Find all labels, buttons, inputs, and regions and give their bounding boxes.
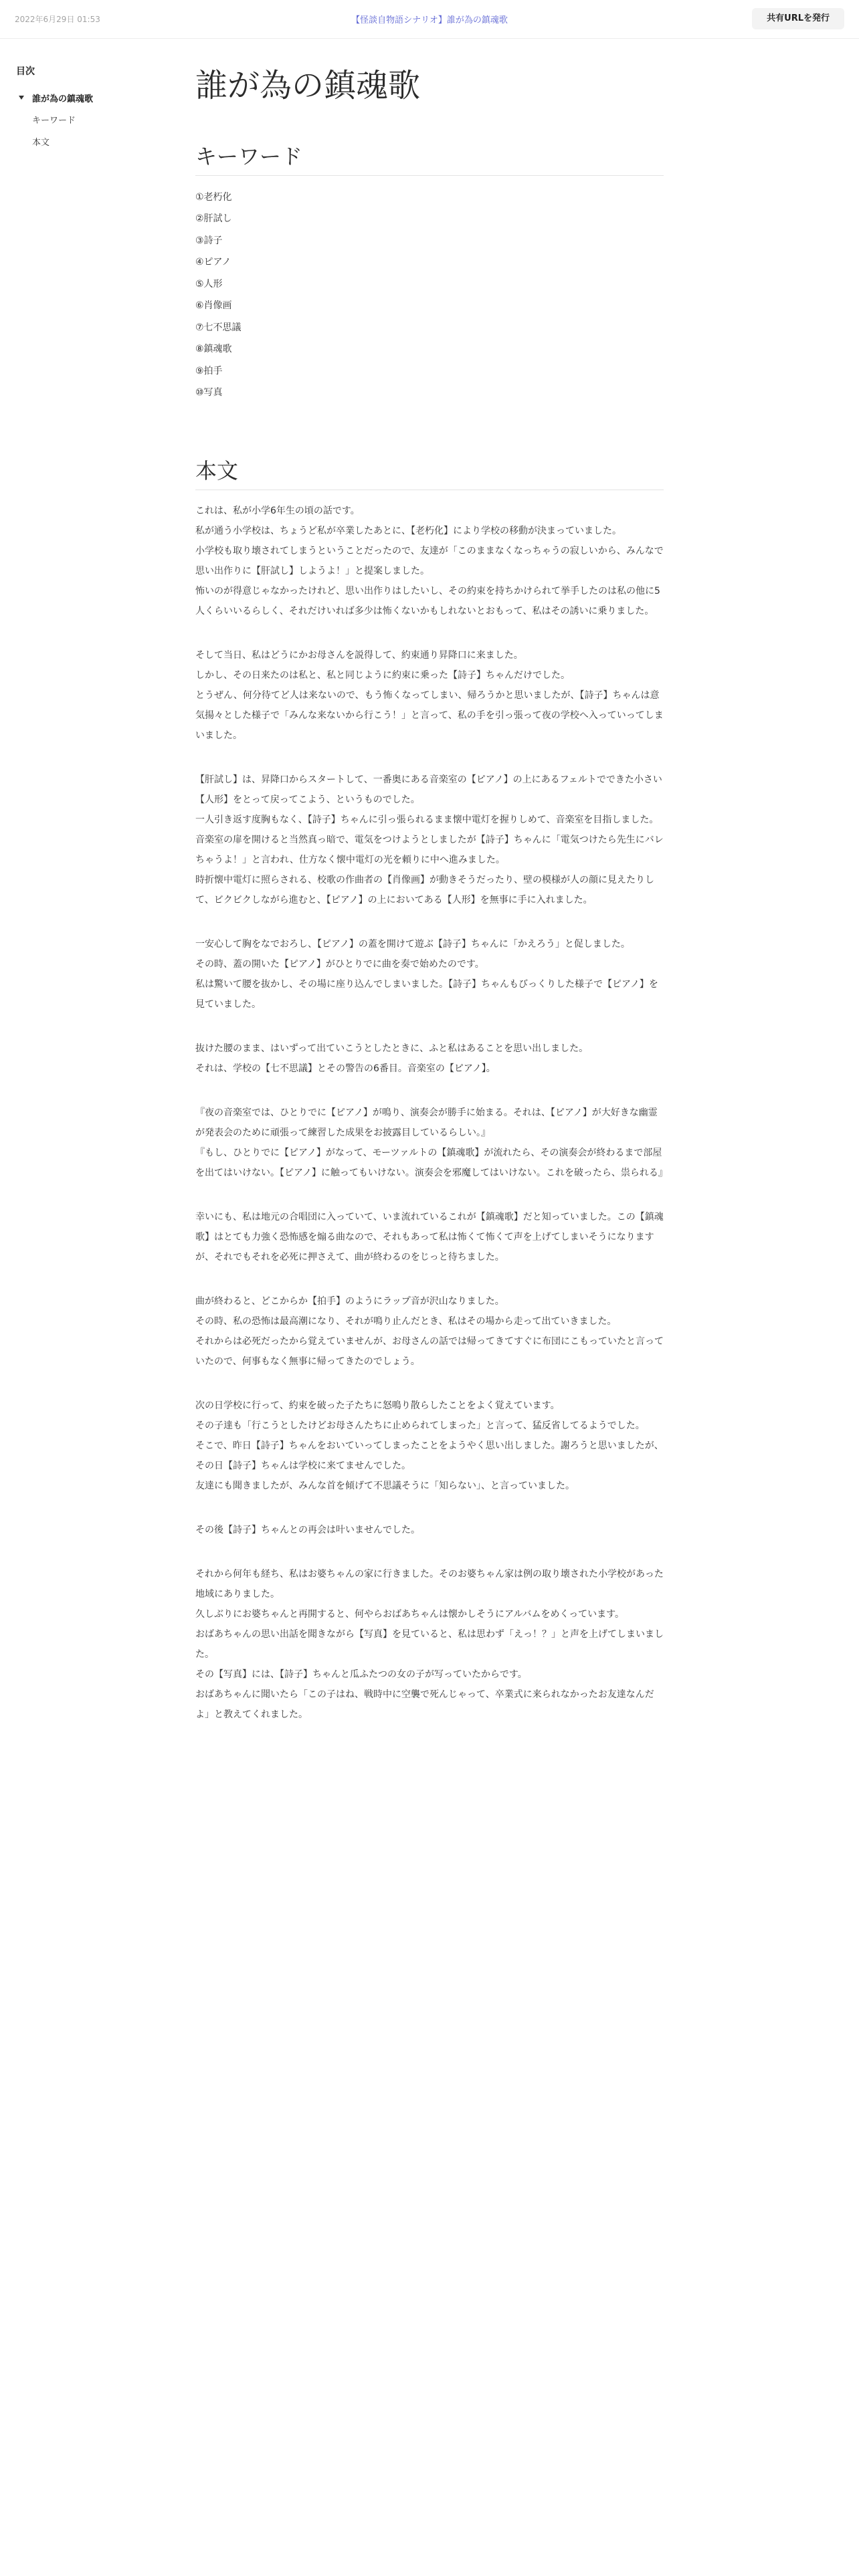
- toc-item-keywords[interactable]: キーワード: [32, 116, 76, 126]
- body-paragraph: 久しぶりにお婆ちゃんと再開すると、何やらおばあちゃんは懐かしそうにアルバムをめくっています。: [195, 1608, 625, 1620]
- body-paragraph: 次の日学校に行って、約束を破った子たちに怒鳴り散らしたことをよく覚えています。: [195, 1400, 560, 1411]
- body-paragraph: 『夜の音楽室では、ひとりでに【ピアノ】が鳴り、演奏会が勝手に始まる。それは、【ピアノ】が大好きな幽霊が発表会のために頑張って練習した成果をお披露目しているらしい。』: [195, 1107, 658, 1138]
- body-paragraph: しかし、その日来たのは私と、私と同じように約束に乗った【詩子】ちゃんだけでした。: [195, 669, 570, 681]
- table-of-contents: [16, 64, 163, 148]
- body-paragraph: その時、蓋の開いた【ピアノ】がひとりでに曲を奏で始めたのです。: [195, 958, 484, 970]
- body-paragraph: 私が通う小学校は、ちょうど私が卒業したあとに、【老朽化】により学校の移動が決まっていました。: [195, 525, 622, 536]
- keyword-item: ⑨拍手: [195, 365, 223, 377]
- paragraph-spacer: [195, 1496, 664, 1520]
- keyword-item: ②肝試し: [195, 213, 232, 225]
- body-paragraph: 幸いにも、私は地元の合唱団に入っていて、いま流れているこれが【鎮魂歌】だと知っていました。この【鎮魂歌】はとても力強く恐怖感を煽る曲なので、それもあって私は怖くて怖くて声を上げてしまいそうになりますが、それでもそれを必死に押さえて、曲が終わるのをじっと待ちました。: [195, 1211, 664, 1263]
- body-paragraph: 一安心して胸をなでおろし、【ピアノ】の蓋を開けて遊ぶ【詩子】ちゃんに「かえろう」と促しました。: [195, 938, 630, 950]
- keywords-section: [195, 143, 664, 404]
- body-paragraph: 曲が終わると、どこからか【拍手】のようにラップ音が沢山なりました。: [195, 1295, 504, 1307]
- body-paragraph: 一人引き返す度胸もなく、【詩子】ちゃんに引っ張られるまま懐中電灯を握りしめて、音楽室を目指しました。: [195, 814, 659, 825]
- paragraph-spacer: [195, 621, 664, 645]
- keyword-item: ④ピアノ: [195, 257, 231, 268]
- body-paragraph: 音楽室の扉を開けると当然真っ暗で、電気をつけようとしましたが【詩子】ちゃんに「電気つけたら先生にバレちゃうよ！」と言われ、仕方なく懐中電灯の光を頼りに中へ進みました。: [195, 834, 664, 865]
- paragraph-spacer: [195, 1372, 664, 1396]
- caret-down-icon[interactable]: [19, 96, 24, 100]
- body-paragraph: 小学校も取り壊されてしまうということだったので、友達が「このままなくなっちゃうの寂しいから、みんなで思い出作りに【肝試し】しようよ！」と提案しました。: [195, 545, 664, 576]
- toc-item-main-label: 誰が為の鎮魂歌: [32, 94, 94, 104]
- body-paragraph: そこで、昨日【詩子】ちゃんをおいていってしまったことをようやく思い出しました。謝ろうと思いましたが、その日【詩子】ちゃんは学校に来てませんでした。: [195, 1440, 664, 1471]
- keyword-item: ⑤人形: [195, 278, 223, 290]
- body-paragraph: 怖いのが得意じゃなかったけれど、思い出作りはしたいし、その約束を持ちかけられて挙手したのは私の他に5人くらいいるらしく、それだけいれば多少は怖くないかもしれないとおもって、私はその誘いに乗りました。: [195, 585, 660, 617]
- body-paragraph: 時折懐中電灯に照らされる、校歌の作曲者の【肖像画】が動きそうだったり、壁の模様が人の顔に見えたりして、ビクビクしながら進むと、【ピアノ】の上においてある【人形】を無事に手に入れました。: [195, 874, 654, 905]
- top-header: [0, 0, 859, 39]
- paragraph-spacer: [195, 1079, 664, 1103]
- body-paragraph: それからは必死だったから覚えていませんが、お母さんの話では帰ってきてすぐに布団にこもっていたと言っていたので、何事もなく無事に帰ってきたのでしょう。: [195, 1335, 664, 1367]
- keyword-item: ⑧鎮魂歌: [195, 344, 232, 355]
- paragraph-spacer: [195, 1014, 664, 1039]
- paragraph-spacer: [195, 1267, 664, 1291]
- toc-item-main[interactable]: [16, 91, 163, 104]
- body-section: [195, 457, 668, 1725]
- page-title: 誰が為の鎮魂歌: [195, 67, 421, 104]
- body-paragraph: 友達にも聞きましたが、みんな首を傾げて不思議そうに「知らない」、と言っていました。: [195, 1480, 575, 1491]
- paragraph-spacer: [195, 1540, 664, 1564]
- body-paragraph: これは、私が小学6年生の頃の話です。: [195, 505, 360, 516]
- toc-title: 目次: [16, 66, 35, 77]
- body-paragraph: おばあちゃんに聞いたら「この子はね、戦時中に空襲で死んじゃって、卒業式に来られなかったお友達なんだよ」と教えてくれました。: [195, 1689, 654, 1720]
- document-title-link[interactable]: 【怪談自物語シナリオ】誰が為の鎮魂歌: [351, 15, 508, 25]
- body-paragraph: それから何年も経ち、私はお婆ちゃんの家に行きました。そのお婆ちゃん家は例の取り壊された小学校があった地域にありました。: [195, 1568, 664, 1600]
- keyword-item: ⑦七不思議: [195, 322, 242, 333]
- body-paragraph: 私は驚いて腰を抜かし、その場に座り込んでしまいました。【詩子】ちゃんもびっくりした様子で【ピアノ】を見ていました。: [195, 978, 658, 1010]
- body-paragraph: その後【詩子】ちゃんとの再会は叶いませんでした。: [195, 1524, 420, 1535]
- keyword-list: [195, 187, 664, 404]
- body-paragraph: それは、学校の【七不思議】とその警告の6番目。音楽室の【ピアノ】。: [195, 1063, 496, 1074]
- paragraph-spacer: [195, 746, 664, 770]
- body-heading: 本文: [195, 457, 664, 490]
- paragraph-spacer: [195, 910, 664, 934]
- body-paragraph: そして当日、私はどうにかお母さんを説得して、約束通り昇降口に来ました。: [195, 649, 523, 661]
- body-paragraph: とうぜん、何分待てど人は来ないので、もう怖くなってしまい、帰ろうかと思いましたが、【詩子】ちゃんは意気揚々とした様子で「みんな来ないから行こう！」と言って、私の手を引っ張って夜の学校へ入っていってしまいました。: [195, 689, 664, 741]
- body-text: [195, 501, 668, 1725]
- body-paragraph: 抜けた腰のまま、はいずって出ていこうとしたときに、ふと私はあることを思い出しました。: [195, 1043, 589, 1054]
- body-paragraph: その【写真】には、【詩子】ちゃんと瓜ふたつの女の子が写っていたからです。: [195, 1669, 527, 1680]
- body-paragraph: その時、私の恐怖は最高潮になり、それが鳴り止んだとき、私はその場から走って出ていきました。: [195, 1315, 617, 1327]
- main-content: [195, 67, 668, 1725]
- paragraph-spacer: [195, 1183, 664, 1207]
- body-paragraph: その子達も「行こうとしたけどお母さんたちに止められてしまった」と言って、猛反省してるようでした。: [195, 1420, 645, 1431]
- share-url-button[interactable]: 共有URLを発行: [752, 8, 844, 29]
- body-paragraph: 【肝試し】は、昇降口からスタートして、一番奥にある音楽室の【ピアノ】の上にあるフェルトでできた小さい【人形】をとって戻ってこよう、というものでした。: [195, 774, 662, 805]
- keyword-item: ①老朽化: [195, 191, 232, 203]
- keyword-item: ⑥肖像画: [195, 300, 232, 312]
- keyword-item: ⑩写真: [195, 387, 223, 399]
- body-paragraph: 『もし、ひとりでに【ピアノ】がなって、モーツァルトの【鎮魂歌】が流れたら、その演奏会が終わるまで部屋を出てはいけない。【ピアノ】に触ってもいけない。演奏会を邪魔してはいけない。これを破ったら、祟られる』: [195, 1147, 668, 1178]
- toc-item-body[interactable]: 本文: [32, 138, 50, 148]
- keyword-item: ③詩子: [195, 235, 223, 246]
- keywords-heading: キーワード: [195, 143, 664, 176]
- body-paragraph: おばあちゃんの思い出話を聞きながら【写真】を見ていると、私は思わず「えっ！？」と声を上げてしまいました。: [195, 1628, 664, 1660]
- last-updated-timestamp: 2022年6月29日 01:53: [15, 15, 100, 24]
